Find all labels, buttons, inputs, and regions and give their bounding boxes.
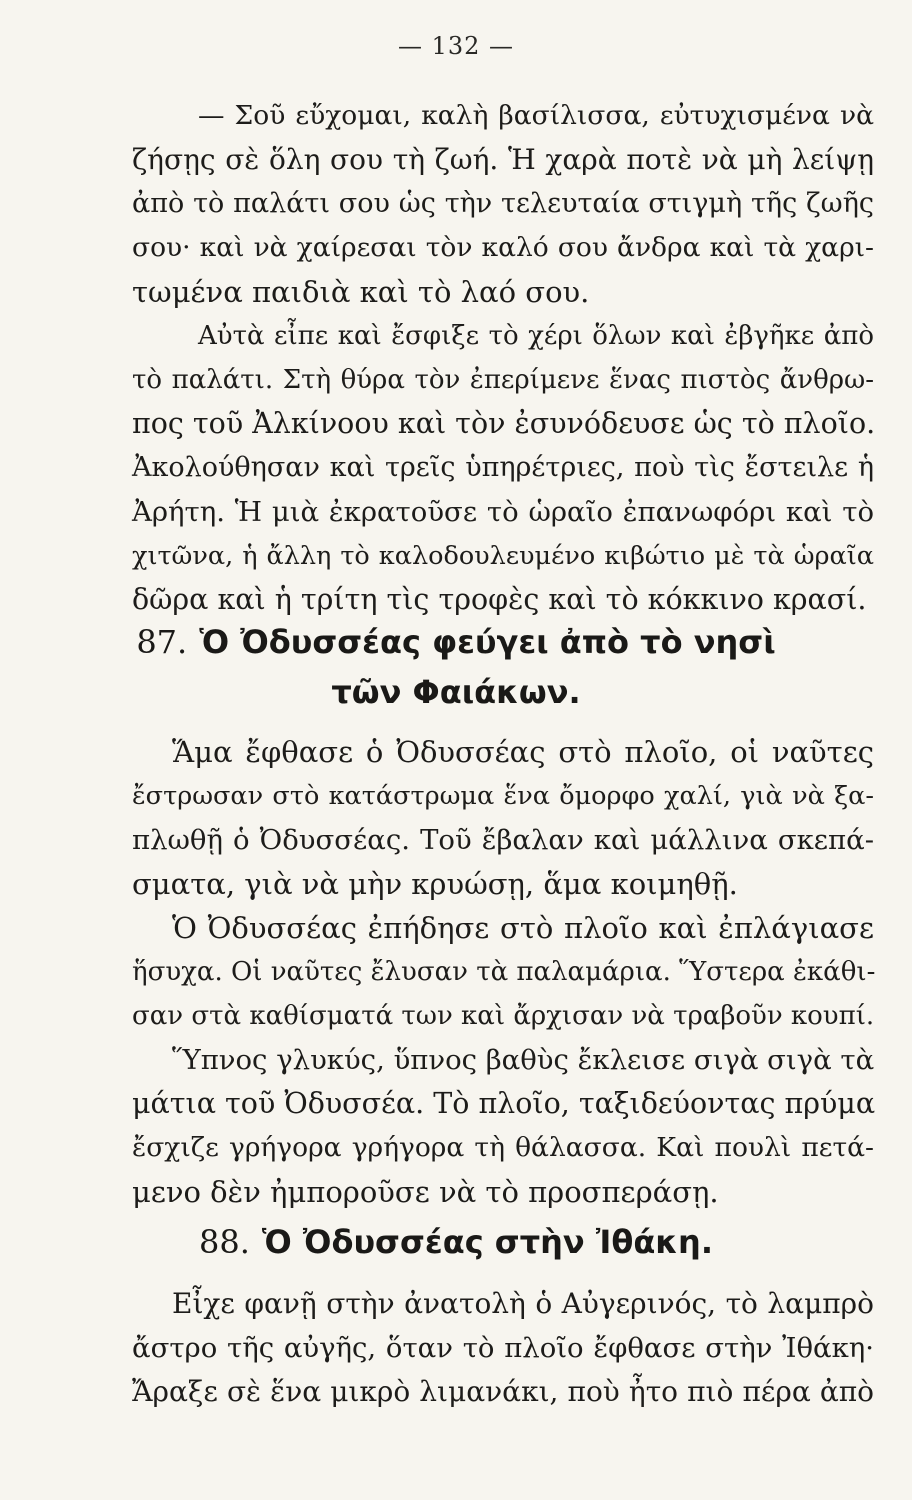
section-88-heading (0, 1218, 912, 1266)
text-line: ἥσυχα. Οἱ ναῦτες ἔλυσαν τὰ παλαμάρια. Ὕστερα ἐκάθι- (132, 957, 876, 987)
text-line: πλωθῇ ὁ Ὀδυσσέας. Τοῦ ἔβαλαν καὶ μάλλινα σκεπά- (132, 824, 874, 856)
section-87-heading (0, 618, 912, 666)
text-line: Εἶχε φανῇ στὴν ἀνατολὴ ὁ Αὐγερινός, τὸ λαμπρὸ (172, 1287, 874, 1320)
text-line: τὸ παλάτι. Στὴ θύρα τὸν ἐπερίμενε ἕνας πιστὸς ἄνθρω- (132, 365, 874, 395)
text-line: Ἄραξε σὲ ἕνα μικρὸ λιμανάκι, ποὺ ἦτο πιὸ πέρα ἀπὸ (132, 1375, 874, 1408)
text-line: Ὁ Ὀδυσσέας ἐπήδησε στὸ πλοῖο καὶ ἐπλάγιασε (172, 911, 874, 945)
text-line: ζήσῃς σὲ ὅλη σου τὴ ζωή. Ἡ χαρὰ ποτὲ νὰ μὴ λείψῃ (132, 143, 874, 176)
text-line: σαν στὰ καθίσματά των καὶ ἄρχισαν νὰ τραβοῦν κουπί. (132, 1001, 875, 1031)
text-line: ἔσχιζε γρήγορα γρήγορα τὴ θάλασσα. Καὶ πουλὶ πετά- (132, 1132, 874, 1163)
section-88-number: 88. (199, 1223, 250, 1261)
text-line: μάτια τοῦ Ὀδυσσέα. Τὸ πλοῖο, ταξιδεύοντας πρύμα (132, 1087, 876, 1120)
text-line: ἀπὸ τὸ παλάτι σου ὡς τὴν τελευταία στιγμὴ τῆς ζωῆς (132, 188, 874, 219)
text-line: Ἀρήτη. Ἡ μιὰ ἐκρατοῦσε τὸ ὡραῖο ἐπανωφόρι καὶ τὸ (132, 496, 874, 528)
section-87-number: 87. (136, 623, 188, 661)
text-line: πος τοῦ Ἀλκίνοου καὶ τὸν ἐσυνόδευσε ὡς τὸ πλοῖο. (132, 407, 876, 440)
text-line: μενο δὲν ἠμποροῦσε νὰ τὸ προσπεράσῃ. (132, 1175, 719, 1209)
text-line: χιτῶνα, ἡ ἄλλη τὸ καλοδουλευμένο κιβώτιο μὲ τὰ ὡραῖα (132, 541, 874, 571)
text-line: Ἅμα ἔφθασε ὁ Ὀδυσσέας στὸ πλοῖο, οἱ ναῦτες (172, 735, 874, 769)
text-line: δῶρα καὶ ἡ τρίτη τὶς τροφὲς καὶ τὸ κόκκινο κρασί. (132, 583, 867, 616)
section-88-title: Ὁ Ὀδυσσέας στὴν Ἰθάκη. (261, 1223, 713, 1261)
text-line: ἔστρωσαν στὸ κατάστρωμα ἕνα ὄμορφο χαλί, γιὰ νὰ ξα- (132, 781, 874, 811)
page-number: — 132 — (397, 32, 515, 60)
text-line: σου· καὶ νὰ χαίρεσαι τὸν καλό σου ἄνδρα καὶ τὰ χαρι- (132, 232, 874, 263)
text-line: σματα, γιὰ νὰ μὴν κρυώσῃ, ἅμα κοιμηθῇ. (132, 867, 738, 901)
text-line: Ἀκολούθησαν καὶ τρεῖς ὑπηρέτριες, ποὺ τὶς ἔστειλε ἡ (132, 452, 874, 483)
text-line: Ὕπνος γλυκύς, ὕπνος βαθὺς ἔκλεισε σιγὰ σιγὰ τὰ (172, 1044, 875, 1076)
text-line: — Σοῦ εὔχομαι, καλὴ βασίλισσα, εὐτυχισμένα νὰ (198, 100, 874, 131)
text-line: Αὐτὰ εἶπε καὶ ἔσφιξε τὸ χέρι ὅλων καὶ ἐβγῆκε ἀπὸ (198, 321, 874, 351)
section-87-title-line1: Ὁ Ὀδυσσέας φεύγει ἀπὸ τὸ νησὶ (199, 623, 776, 661)
section-87-title-line2: τῶν Φαιάκων. (331, 673, 581, 711)
text-line: ἄστρο τῆς αὐγῆς, ὅταν τὸ πλοῖο ἔφθασε στὴν Ἰθάκη· (132, 1332, 874, 1364)
text-line: τωμένα παιδιὰ καὶ τὸ λαό σου. (132, 275, 590, 309)
